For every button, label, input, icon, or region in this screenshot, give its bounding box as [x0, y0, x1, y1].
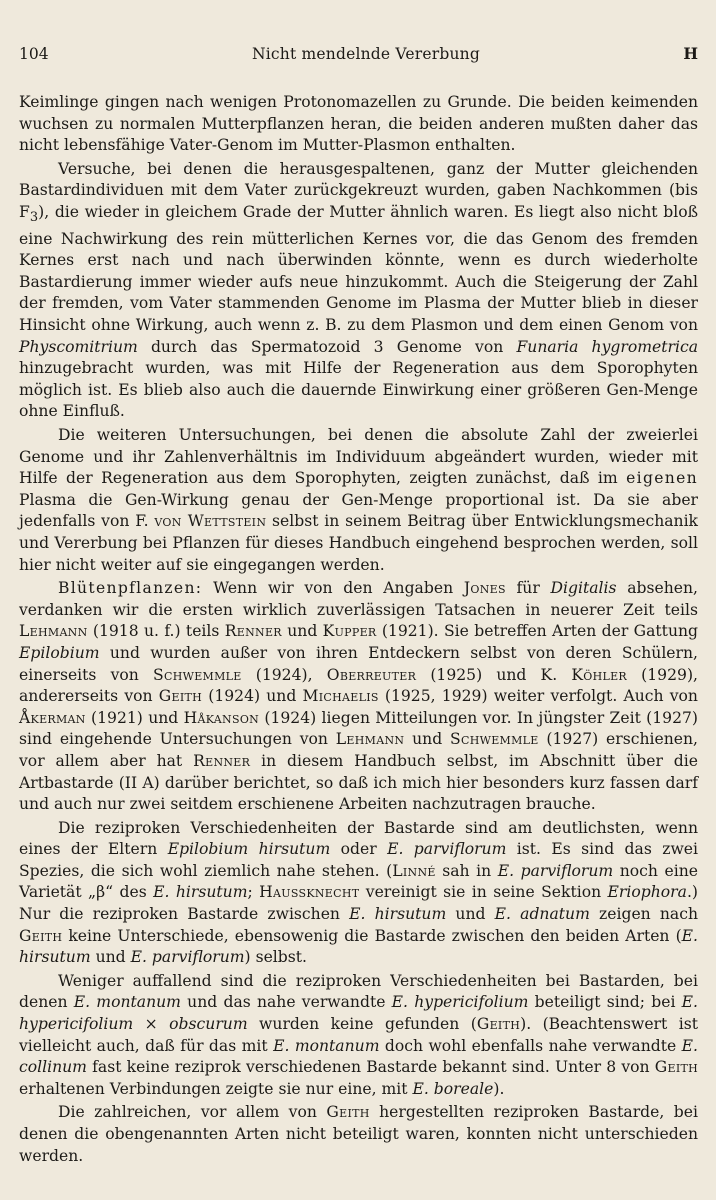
paragraph-6: Weniger auffallend sind die reziproken Verschiedenheiten bei Bastarden, bei denen E. montanum und das nahe verwandte E. hypericifolium beteiligt sind; bei E. hypericifolium × obscurum wurden keine gefunden (Geith). (Beachtenswert ist vielleicht auch, daß für das mit E. montanum doch wohl ebenfalls nahe verwandte E. collinum fast keine reziprok verschiedenen Bastarde bekannt sind. Unter 8 von Geith erhaltenen Verbindungen zeigte sie nur eine, mit E. boreale). [19, 971, 699, 1098]
paragraph-2: Versuche, bei denen die herausgespaltenen, ganz der Mutter gleichenden Bastardindividuen mit dem Vater zurückgekreuzt wurden, gaben Nachkommen (bis $F_3$), die wieder in gleichem Grade der Mutter ähnlich waren. Es liegt also nicht bloß eine Nachwirkung des rein mütterlichen Kernes vor, die das Genom des fremden Kernes erst nach und nach überwinden könnte, wenn es durch wiederholte Bastardierung immer wieder aufs neue hinzukommt. Auch die Steigerung der Zahl der fremden, vom Vater stammenden Genome im Plasma der Mutter blieb in dieser Hinsicht ohne Wirkung, auch wenn z. B. zu dem Plasmon und dem einen Genom von Physcomitrium durch das Spermatozoid 3 Genome von Funaria hygrometrica hinzugebracht wurden, was mit Hilfe der Regeneration aus dem Sporophyten möglich ist. Es blieb also auch die dauernde Einwirkung einer größeren Gen-Menge ohne Einfluß. [19, 159, 698, 421]
section-mark: H [683, 44, 698, 63]
paragraph-3: Die weiteren Untersuchungen, bei denen die absolute Zahl der zweierlei Genome und ihr Zahlenverhältnis im Individuum abgeändert wurden, wieder mit Hilfe der Regeneration aus dem Sporophyten, zeigten zunächst, daß im eigenen Plasma die Gen-Wirkung genau der Gen-Menge proportional ist. Da sie aber jedenfalls von F. von Wettstein selbst in seinem Beitrag über Entwicklungsmechanik und Vererbung bei Pflanzen für dieses Handbuch eingehend besprochen werden, soll hier nicht weiter auf sie eingegangen werden. [19, 426, 699, 574]
paragraph-1: Keimlinge gingen nach wenigen Protonomazellen zu Grunde. Die beiden keimenden wuchsen zu normalen Mutterpflanzen heran, die beiden anderen mußten daher das nicht lebensfähige Vater-Genom im Mutter-Plasmon enthalten. [19, 93, 698, 155]
running-title: Nicht mendelnde Vererbung [251, 45, 480, 63]
paragraph-5: Die reziproken Verschiedenheiten der Bastarde sind am deutlichsten, wenn eines der Eltern Epilobium hirsutum oder E. parviflorum ist. Es sind das zwei Spezies, die sich wohl ziemlich nahe stehen. (Linné sah in E. parviflorum noch eine Varietät „β“ des E. hirsutum; Haussknecht vereinigt sie in seine Sektion Eriophora.) Nur die reziproken Bastarde zwischen E. hirsutum und E. adnatum zeigen nach Geith keine Unterschiede, ebensowenig die Bastarde zwischen den beiden Arten (E. hirsutum und E. parviflorum) selbst. [19, 818, 699, 967]
running-header [19, 44, 698, 64]
page-number: 104 [19, 45, 49, 63]
page-body [19, 92, 698, 1167]
paragraph-7: Die zahlreichen, vor allem von Geith hergestellten reziproken Bastarde, bei denen die obengenannten Arten nicht beteiligt waren, konnten nicht unterschieden werden. [19, 1103, 698, 1165]
paragraph-4: Blütenpflanzen: Wenn wir von den Angaben Jones für Digitalis absehen, verdanken wir die ersten wirklich zuverlässigen Tatsachen in neuerer Zeit teils Lehmann (1918 u. f.) teils Renner und Kupper (1921). Sie betreffen Arten der Gattung Epilobium und wurden außer von ihren Entdeckern selbst von deren Schülern, einerseits von Schwemmle (1924), Oberreuter (1925) und K. Köhler (1929), andererseits von Geith (1924) und Michaelis (1925, 1929) weiter verfolgt. Auch von Åkerman (1921) und Håkanson (1924) liegen Mitteilungen vor. In jüngster Zeit (1927) sind eingehende Untersuchungen von Lehmann und Schwemmle (1927) erschienen, vor allem aber hat Renner in diesem Handbuch selbst, im Abschnitt über die Artbastarde (II A) darüber berichtet, so daß ich mich hier besonders kurz fassen darf und auch nur zwei seitdem erschienene Arbeiten nachzutragen brauche. [19, 579, 699, 814]
